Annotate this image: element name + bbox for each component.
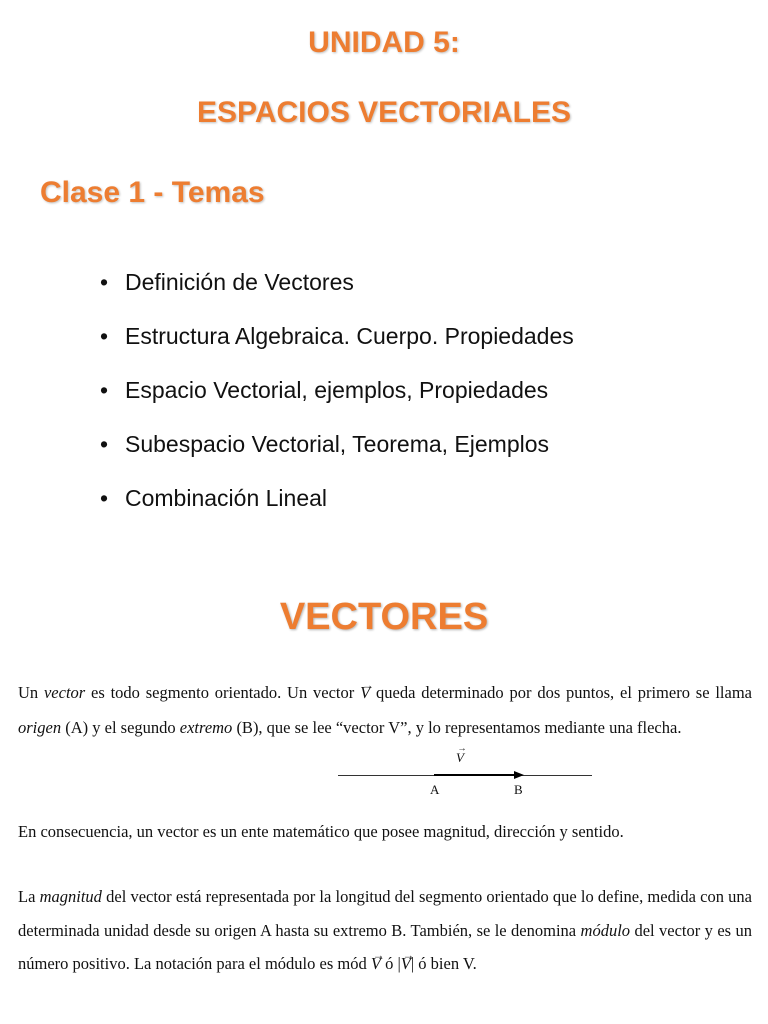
bullet-icon: • [100,485,109,511]
term-origen: origen [18,717,62,737]
bullet-icon: • [100,269,109,295]
definition-paragraph [18,676,752,745]
list-item [100,370,574,424]
term-extremo: extremo [179,717,233,737]
consequence-paragraph: En consecuencia, un vector es un ente matemático que posee magnitud, dirección y sentido. [18,822,624,841]
bullet-icon: • [100,431,109,457]
bullet-icon: • [100,377,109,403]
point-b-label: B [514,782,523,797]
topic-text: Subespacio Vectorial, Teorema, Ejemplos [125,431,550,457]
text-run: (B), que se lee “vector V”, y lo representamos mediante una flecha. [232,717,682,737]
list-item [100,316,574,370]
vector-symbol: → V [371,947,381,981]
text-run: Un [18,683,44,702]
list-item [100,262,574,316]
term-modulo: módulo [580,920,631,940]
vector-diagram [338,746,594,798]
text-run: mód [337,954,371,973]
vector-symbol: → V [401,947,411,981]
bullet-icon: • [100,323,109,349]
vector-symbol: → V [360,676,370,711]
section-title: VECTORES [279,596,489,638]
text-run: del vector y es un número positivo. La notación para el módulo es [18,920,752,973]
topic-text: Combinación Lineal [125,485,328,511]
text-run: queda determinado por dos puntos, el primero se llama [370,683,752,702]
list-item [100,478,574,532]
term-vector: vector [43,683,86,702]
text-run: | ó bien V. [410,954,477,973]
arrowhead-icon [514,771,524,779]
topic-text: Espacio Vectorial, ejemplos, Propiedades [125,377,549,403]
term-magnitud: magnitud [39,887,102,906]
class-title: Clase 1 - Temas [40,176,265,209]
unit-title: UNIDAD 5: [308,26,460,59]
vector-segment [434,774,516,776]
text-run: (A) y el segundo [61,717,180,737]
topic-text: Estructura Algebraica. Cuerpo. Propiedades [125,323,574,349]
text-run: del vector está representada por la longitud del segmento orientado que lo define, medida con una determinada unidad desde su origen A hasta su extremo B. También, se le denomina [18,887,753,940]
text-run: La [18,887,40,906]
topic-list [100,262,574,532]
text-run: ó | [380,954,401,973]
subject-title: ESPACIOS VECTORIALES [197,96,571,129]
diagram-vector-label: → V [456,750,464,766]
magnitude-paragraph [18,880,752,981]
point-a-label: A [430,782,440,797]
text-run: es todo segmento orientado. Un vector [85,683,361,702]
list-item [100,424,574,478]
topic-text: Definición de Vectores [125,269,354,295]
